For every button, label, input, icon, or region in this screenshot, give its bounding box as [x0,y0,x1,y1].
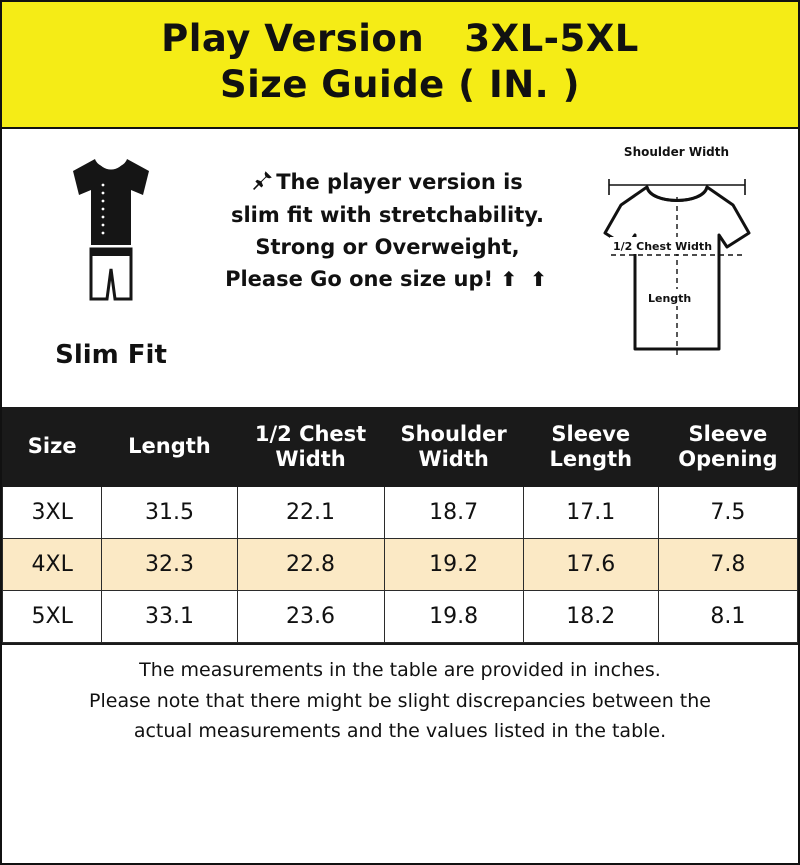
cell-size: 3XL [3,486,102,538]
header-title-line2: Size Guide ( IN. ) [219,63,581,107]
header-banner [2,2,798,129]
cell-sleeve-length: 17.6 [523,538,658,590]
note-line-2: slim fit with stretchability. [230,203,545,228]
size-table [2,407,798,643]
cell-length: 32.3 [102,538,237,590]
table-header-row [3,407,798,486]
column-header-length: Length [102,407,237,486]
note-line-1-wrapper [210,167,565,201]
pushpin-icon [252,169,274,201]
note-line-4-wrapper [210,264,565,296]
cell-length: 33.1 [102,590,237,642]
table-row [3,486,798,538]
fit-label: Slim Fit [55,339,167,370]
column-header-half-chest-width: 1/2 Chest Width [237,407,384,486]
jersey-kit-icon [51,309,171,328]
note-line-3: Strong or Overweight, [255,235,520,260]
note-column [206,141,569,297]
footer-line-3: actual measurements and the values listed in the table. [133,720,667,743]
cell-half-chest-width: 22.1 [237,486,384,538]
svg-text:1/2 Chest Width: 1/2 Chest Width [612,239,712,253]
svg-text:Length: Length [647,291,691,305]
cell-sleeve-opening: 7.5 [658,486,797,538]
fit-illustration-column [16,141,206,370]
footer-line-1: The measurements in the table are provided in inches. [139,658,661,681]
cell-size: 5XL [3,590,102,642]
table-row [3,538,798,590]
cell-sleeve-opening: 7.8 [658,538,797,590]
cell-shoulder-width: 19.8 [384,590,523,642]
table-row [3,590,798,642]
cell-length: 31.5 [102,486,237,538]
column-header-sleeve-opening: Sleeve Opening [658,407,797,486]
header-title-line1: Play Version 3XL-5XL [161,17,639,60]
cell-half-chest-width: 23.6 [237,590,384,642]
measurement-diagram-column [569,141,784,380]
cell-shoulder-width: 19.2 [384,538,523,590]
info-row [2,129,798,407]
diagram-shoulder-caption: Shoulder Width [623,144,730,159]
size-up-arrows-icon: ⬆ ⬆ [500,267,550,292]
cell-sleeve-opening: 8.1 [658,590,797,642]
note-line-4: Please Go one size up! [225,267,494,292]
note-line-1: The player version is [276,169,523,194]
cell-sleeve-length: 18.2 [523,590,658,642]
cell-sleeve-length: 17.1 [523,486,658,538]
column-header-shoulder-width: Shoulder Width [384,407,523,486]
footer-disclaimer [2,643,798,863]
column-header-size: Size [3,407,102,486]
column-header-sleeve-length: Sleeve Length [523,407,658,486]
cell-size: 4XL [3,538,102,590]
tshirt-measure-diagram [577,239,777,380]
cell-shoulder-width: 18.7 [384,486,523,538]
footer-line-2: Please note that there might be slight discrepancies between the [89,689,711,712]
cell-half-chest-width: 22.8 [237,538,384,590]
